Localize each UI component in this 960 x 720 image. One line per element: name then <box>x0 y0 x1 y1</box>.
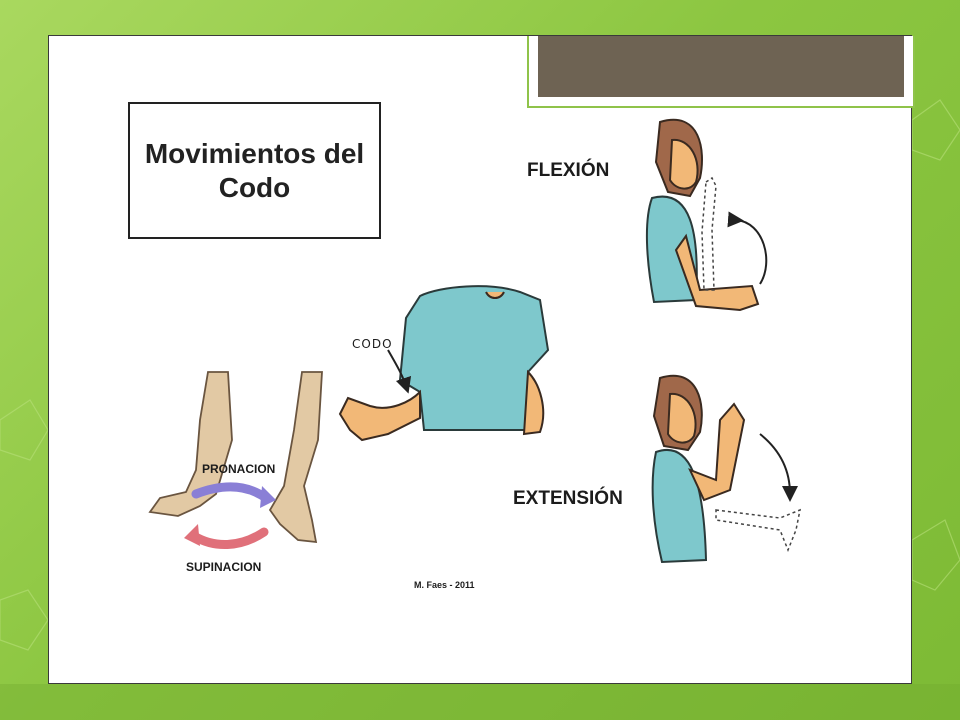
flexion-label: FLEXIÓN <box>527 160 610 181</box>
pronation-label: PRONACION <box>202 462 276 476</box>
flexion-figure <box>647 120 766 310</box>
extension-label: EXTENSIÓN <box>513 488 623 509</box>
supination-label: SUPINACION <box>186 560 262 574</box>
extension-figure <box>653 376 800 562</box>
center-figure <box>340 286 548 440</box>
forearms-figure <box>150 372 322 546</box>
author-credit: M. Faes - 2011 <box>414 580 475 590</box>
slide-title: Movimientos del Codo <box>128 102 381 239</box>
elbow-label: CODO <box>352 337 393 351</box>
